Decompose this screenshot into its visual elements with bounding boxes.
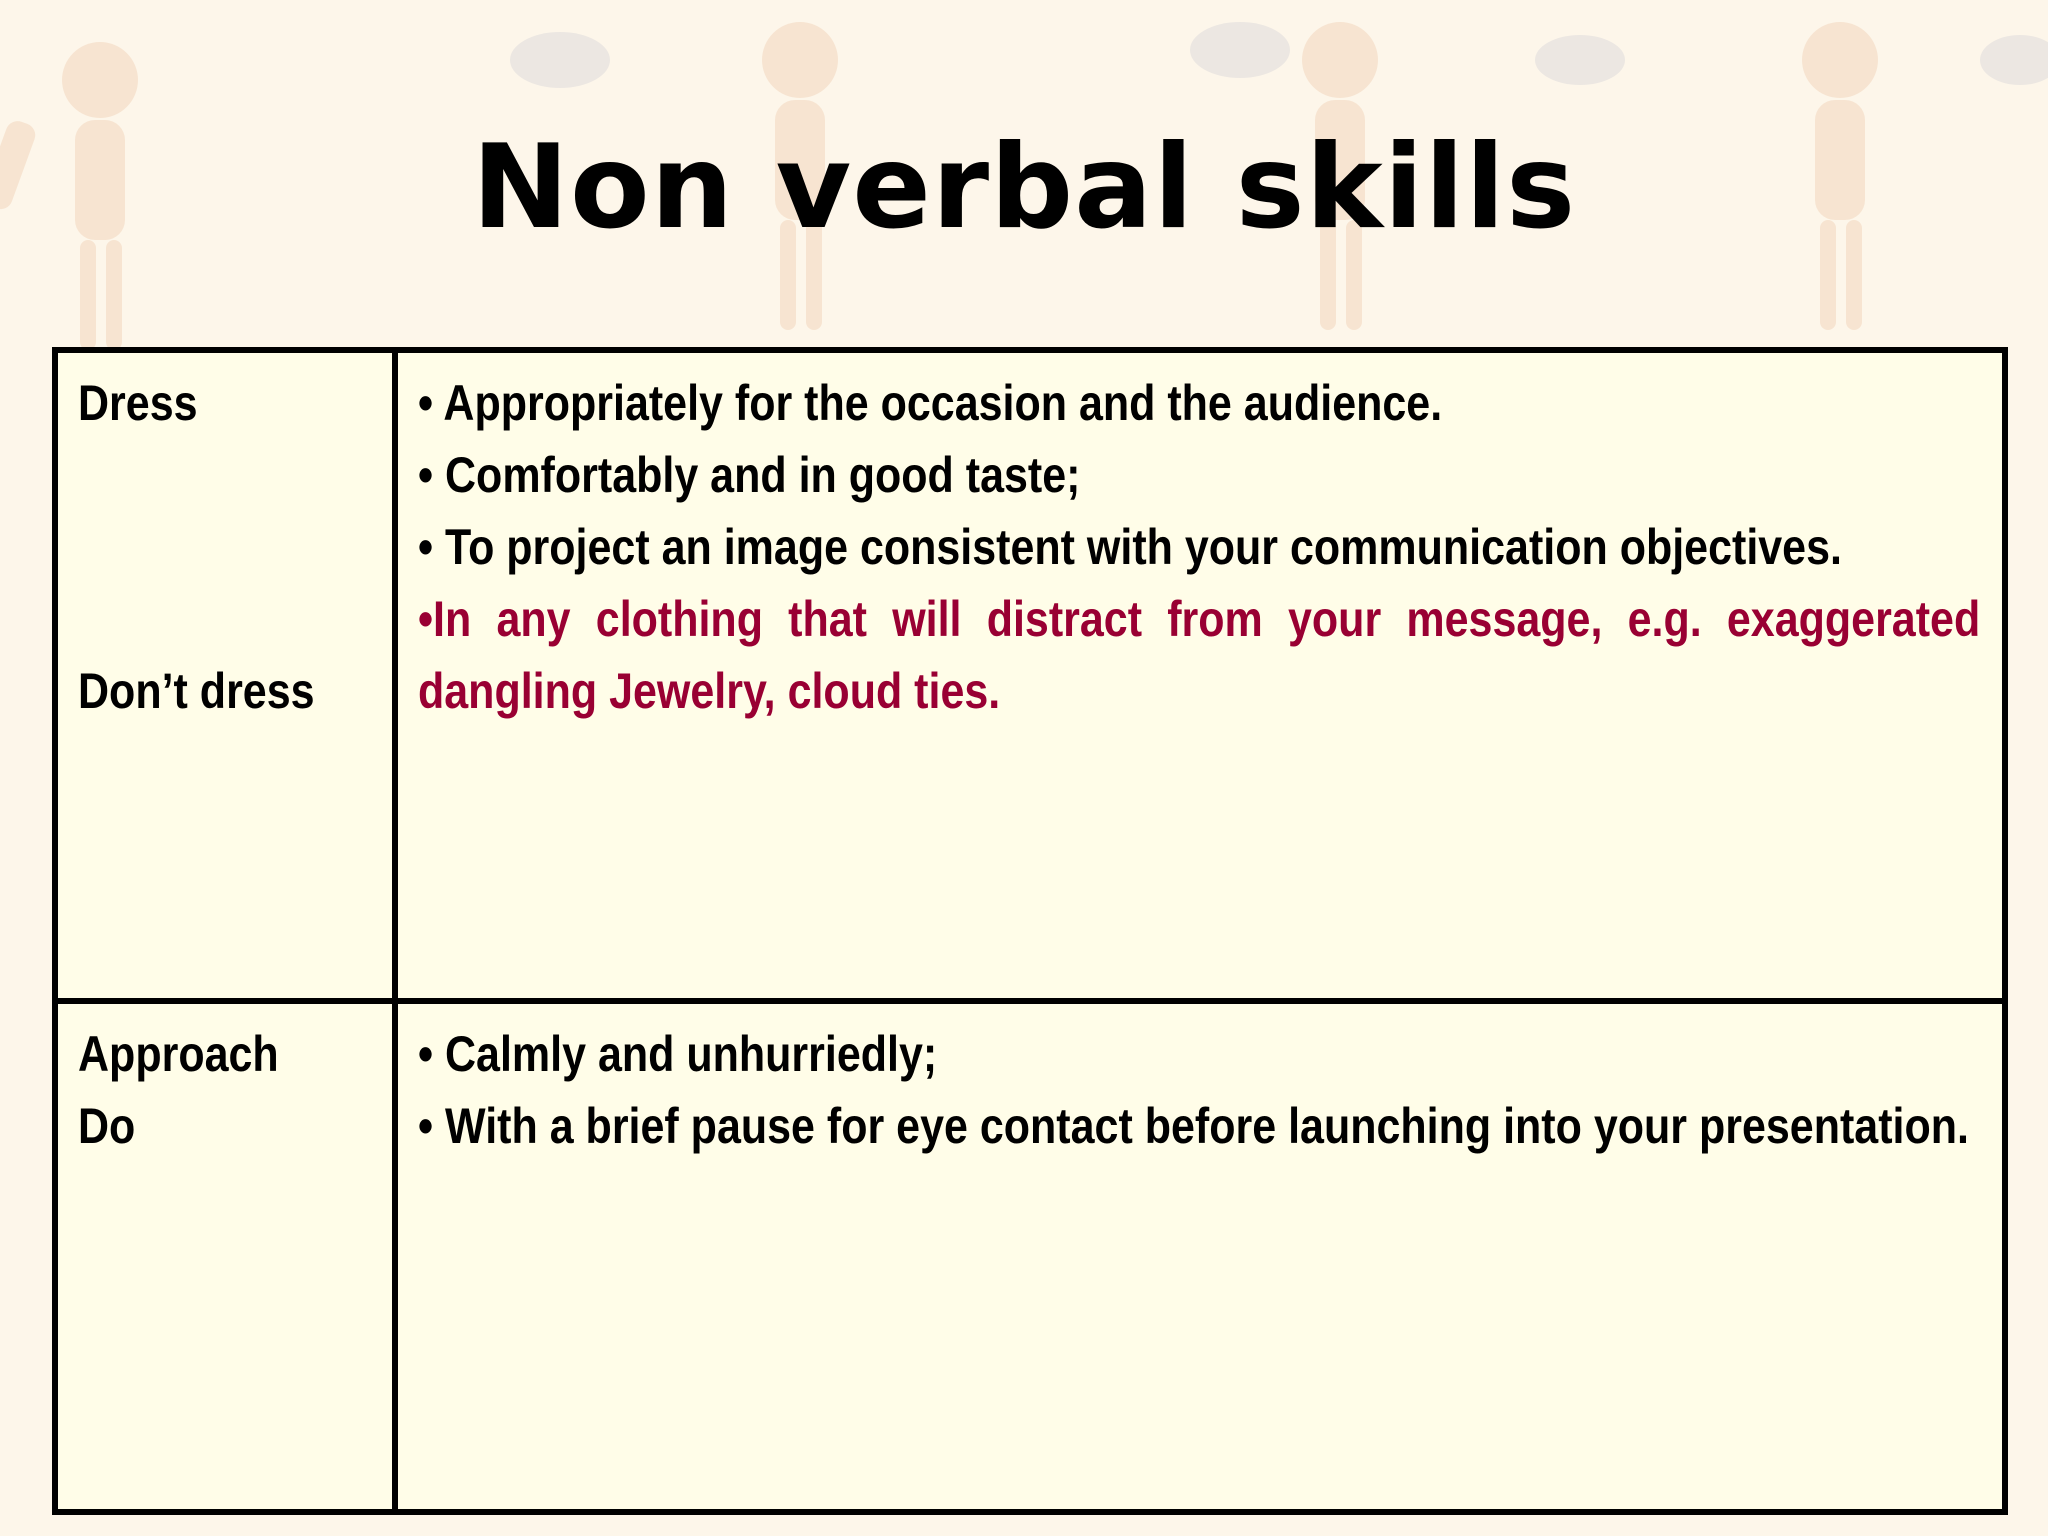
skills-table xyxy=(52,347,2008,1515)
do-label: Do xyxy=(78,1098,136,1154)
dress-label-cell xyxy=(58,353,398,1004)
list-item-dont: •In any clothing that will distract from your message, e.g. exaggerated dangling Jewelry, cloud ties. xyxy=(418,591,1981,719)
list-item: • With a brief pause for eye contact before launching into your presentation. xyxy=(418,1098,1969,1154)
cloud-icon xyxy=(510,32,610,88)
dont-dress-label: Don’t dress xyxy=(78,663,315,719)
slide-title: Non verbal skills xyxy=(471,120,1577,255)
approach-label: Approach xyxy=(78,1026,279,1082)
list-item: • Appropriately for the occasion and the audience. xyxy=(418,375,1443,431)
list-item: • To project an image consistent with your communication objectives. xyxy=(418,519,1842,575)
dress-label: Dress xyxy=(78,375,198,431)
cloud-icon xyxy=(1190,22,1290,78)
dress-content-cell xyxy=(398,353,2002,1004)
list-item: • Calmly and unhurriedly; xyxy=(418,1026,938,1082)
approach-content-cell xyxy=(398,1004,2002,1509)
approach-label-cell xyxy=(58,1004,398,1509)
cloud-icon xyxy=(1535,35,1625,85)
list-item: • Comfortably and in good taste; xyxy=(418,447,1081,503)
cloud-icon xyxy=(1980,35,2048,85)
